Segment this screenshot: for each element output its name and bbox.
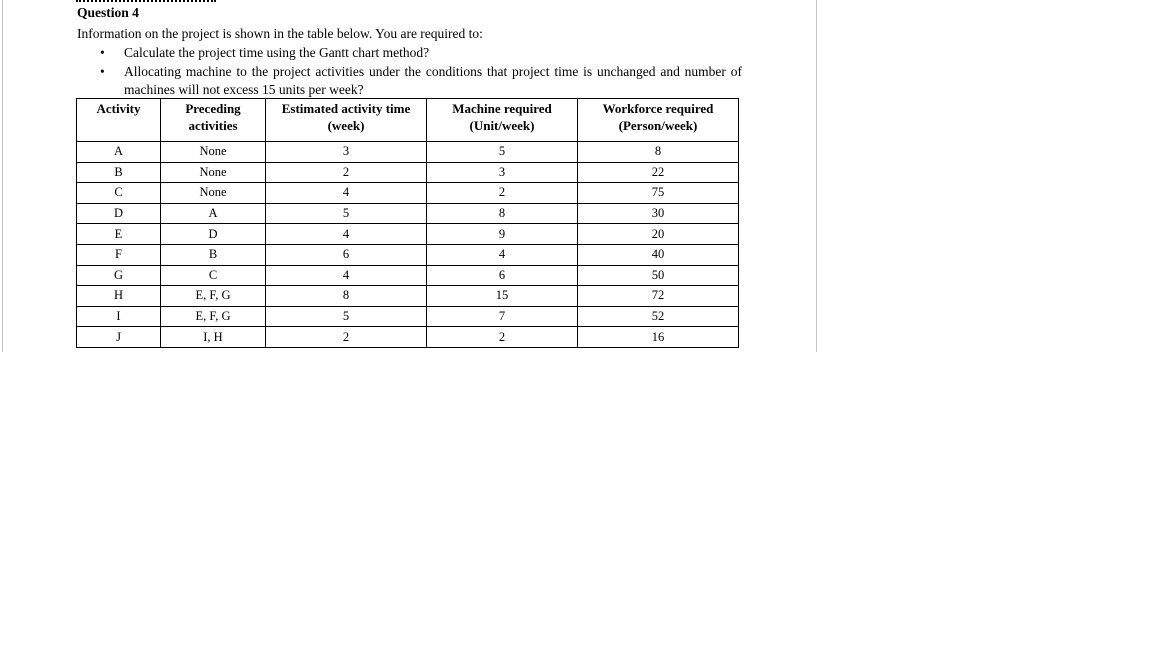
- cell-workforce: 75: [578, 183, 739, 204]
- question-title: Question 4: [77, 5, 139, 20]
- cell-activity: G: [77, 265, 161, 286]
- cell-machine: 6: [427, 265, 578, 286]
- header-workforce: Workforce required (Person/week): [578, 99, 739, 142]
- cell-workforce: 20: [578, 224, 739, 245]
- cell-workforce: 72: [578, 286, 739, 307]
- table-row: [77, 183, 739, 204]
- cell-activity: D: [77, 203, 161, 224]
- cell-preceding: None: [161, 142, 266, 163]
- cell-activity: A: [77, 142, 161, 163]
- cell-machine: 9: [427, 224, 578, 245]
- cell-machine: 2: [427, 327, 578, 348]
- cell-time: 2: [266, 327, 427, 348]
- cell-workforce: 52: [578, 306, 739, 327]
- cell-time: 2: [266, 162, 427, 183]
- cell-preceding: D: [161, 224, 266, 245]
- cell-activity: J: [77, 327, 161, 348]
- cell-workforce: 40: [578, 244, 739, 265]
- cell-time: 5: [266, 306, 427, 327]
- header-activity-time: Estimated activity time (week): [266, 99, 427, 142]
- table-row: [77, 265, 739, 286]
- cell-activity: E: [77, 224, 161, 245]
- table-row: [77, 203, 739, 224]
- header-activity: Activity: [77, 99, 161, 142]
- cell-preceding: B: [161, 244, 266, 265]
- table-row: [77, 286, 739, 307]
- table-body: [77, 142, 739, 348]
- cell-time: 4: [266, 224, 427, 245]
- task-text: Calculate the project time using the Gantt chart method?: [124, 45, 430, 60]
- cell-workforce: 22: [578, 162, 739, 183]
- task-item: [100, 44, 742, 63]
- table-row: [77, 224, 739, 245]
- cell-workforce: 8: [578, 142, 739, 163]
- cell-time: 3: [266, 142, 427, 163]
- bullet-icon: •: [100, 63, 105, 79]
- cell-time: 8: [266, 286, 427, 307]
- table-row: [77, 306, 739, 327]
- cell-machine: 7: [427, 306, 578, 327]
- cell-activity: C: [77, 183, 161, 204]
- cell-machine: 4: [427, 244, 578, 265]
- table-row: [77, 327, 739, 348]
- cell-machine: 15: [427, 286, 578, 307]
- table-header-row: [77, 99, 739, 142]
- task-text: Allocating machine to the project activities under the conditions that project time is unchanged and number of machines will not excess 15 units per week?: [124, 63, 742, 97]
- header-preceding: Preceding activities: [161, 99, 266, 142]
- cell-preceding: A: [161, 203, 266, 224]
- cell-activity: I: [77, 306, 161, 327]
- cell-machine: 5: [427, 142, 578, 163]
- header-machine: Machine required (Unit/week): [427, 99, 578, 142]
- project-activity-table: [76, 98, 739, 348]
- cell-time: 4: [266, 265, 427, 286]
- cell-workforce: 50: [578, 265, 739, 286]
- table-row: [77, 162, 739, 183]
- task-list: [100, 44, 742, 100]
- cell-activity: B: [77, 162, 161, 183]
- cell-preceding: E, F, G: [161, 286, 266, 307]
- cell-activity: H: [77, 286, 161, 307]
- cell-preceding: I, H: [161, 327, 266, 348]
- cell-machine: 3: [427, 162, 578, 183]
- cell-activity: F: [77, 244, 161, 265]
- cell-machine: 8: [427, 203, 578, 224]
- previous-content-edge: [76, 0, 216, 4]
- task-item: [100, 63, 742, 100]
- cell-preceding: None: [161, 183, 266, 204]
- cell-workforce: 30: [578, 203, 739, 224]
- cell-time: 4: [266, 183, 427, 204]
- table-row: [77, 244, 739, 265]
- cell-preceding: E, F, G: [161, 306, 266, 327]
- bullet-icon: •: [100, 45, 105, 60]
- cell-preceding: None: [161, 162, 266, 183]
- cell-time: 5: [266, 203, 427, 224]
- cell-machine: 2: [427, 183, 578, 204]
- cell-time: 6: [266, 244, 427, 265]
- cell-preceding: C: [161, 265, 266, 286]
- table-row: [77, 142, 739, 163]
- question-intro: Information on the project is shown in the table below. You are required to:: [77, 26, 483, 41]
- cell-workforce: 16: [578, 327, 739, 348]
